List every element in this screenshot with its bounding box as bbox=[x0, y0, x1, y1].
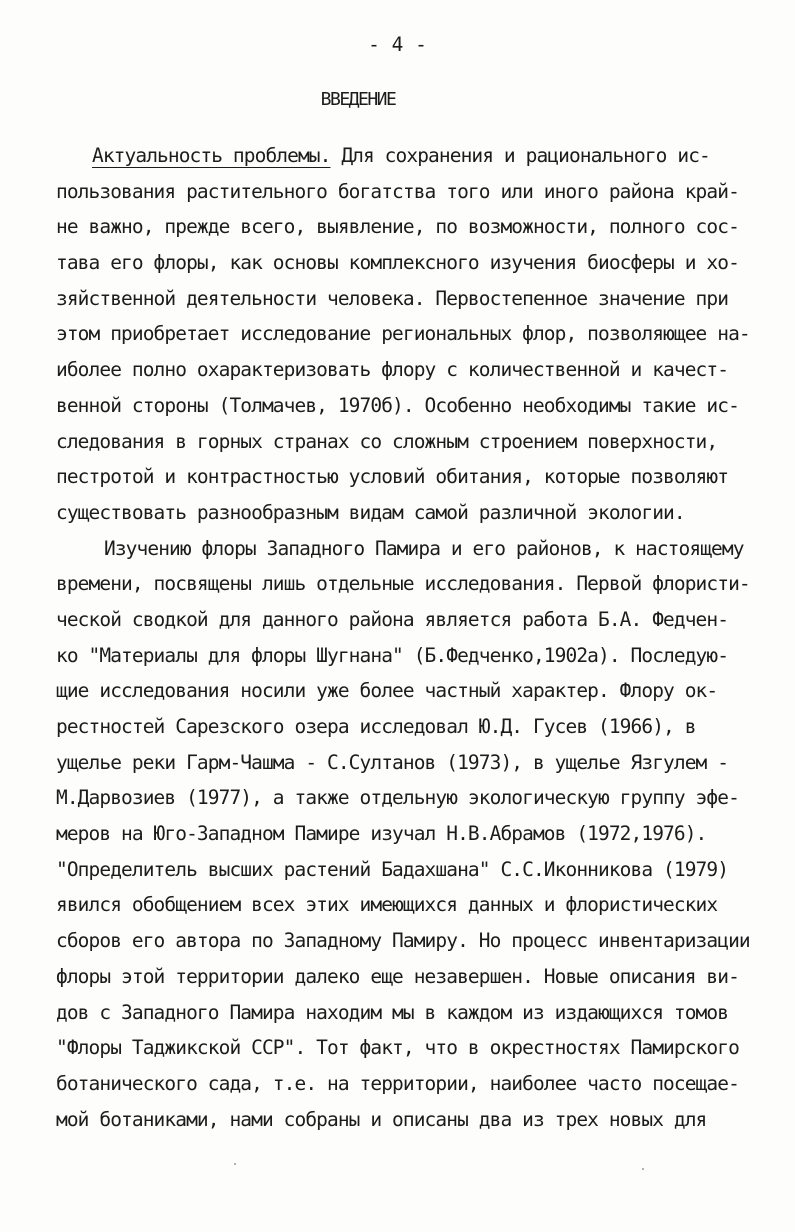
text-line: времени, посвящены лишь отдельные исследования. Первой флористи- bbox=[56, 572, 750, 596]
scan-speck bbox=[642, 1168, 644, 1170]
text-line: Для сохранения и рационального ис- bbox=[330, 144, 710, 167]
text-line: М.Дарвозиев (1977), а также отдельную экологическую группу эфе- bbox=[56, 786, 739, 810]
scan-speck bbox=[234, 1163, 236, 1165]
body-text bbox=[56, 138, 756, 1137]
text-line: тава его флоры, как основы комплексного изучения биосферы и хо- bbox=[56, 251, 739, 275]
text-line: щие исследования носили уже более частный характер. Флору ок- bbox=[56, 679, 718, 703]
text-line: явился обобщением всех этих имеющихся данных и флористических bbox=[56, 893, 718, 917]
text-line: зяйственной деятельности человека. Первостепенное значение при bbox=[56, 286, 729, 310]
paragraph-2-line-1: Изучению флоры Западного Памира и его районов, к настоящему bbox=[104, 536, 744, 560]
lead-phrase: Актуальность проблемы. bbox=[92, 144, 331, 167]
text-line: пользования растительного богатства того или иного района край- bbox=[56, 179, 739, 203]
text-line: этом приобретает исследование региональных флор, позволяющее на- bbox=[56, 322, 750, 346]
text-line: не важно, прежде всего, выявление, по возможности, полного сос- bbox=[56, 215, 739, 239]
text-line: ботанического сада, т.е. на территории, наиболее часто посещае- bbox=[56, 1071, 739, 1095]
text-line: дов с Западного Памира находим мы в каждом из издающихся томов bbox=[56, 1000, 729, 1024]
paragraph-1-line-1 bbox=[56, 138, 756, 174]
text-line: ческой сводкой для данного района является работа Б.А. Федчен- bbox=[56, 607, 729, 631]
section-heading: ВВЕДЕНИЕ bbox=[320, 89, 396, 110]
text-line: рестностей Сарезского озера исследовал Ю.Д. Гусев (1966), в bbox=[56, 715, 696, 738]
text-line: "Флоры Таджикской ССР". Тот факт, что в окрестностях Памирского bbox=[56, 1036, 739, 1060]
text-line: ко "Материалы для флоры Шугнана" (Б.Федченко,1902а). Последую- bbox=[56, 643, 729, 667]
text-line: следования в горных странах со сложным строением поверхности, bbox=[56, 429, 718, 453]
text-line: меров на Юго-Западном Памире изучал Н.В.Абрамов (1972,1976). bbox=[56, 822, 707, 846]
text-line: венной стороны (Толмачев, 1970б). Особенно необходимы такие ис- bbox=[56, 393, 739, 417]
text-line: мой ботаниками, нами собраны и описаны два из трех новых для bbox=[56, 1107, 707, 1131]
text-line: сборов его автора по Западному Памиру. Но процесс инвентаризации bbox=[56, 929, 750, 953]
text-line: существовать разнообразным видам самой различной экологии. bbox=[56, 500, 685, 524]
text-line: ущелье реки Гарм-Чашма - С.Султанов (1973), в ущелье Язгулем - bbox=[56, 750, 729, 774]
text-line: "Определитель высших растений Бадахшана" С.С.Иконникова (1979) bbox=[56, 857, 729, 881]
text-line: флоры этой территории далеко еще незавершен. Новые описания ви- bbox=[56, 964, 739, 988]
text-line: пестротой и контрастностью условий обитания, которые позволяют bbox=[56, 465, 729, 489]
text-line: иболее полно охарактеризовать флору с количественной и качест- bbox=[56, 358, 729, 382]
page-number: - 4 - bbox=[368, 33, 427, 56]
